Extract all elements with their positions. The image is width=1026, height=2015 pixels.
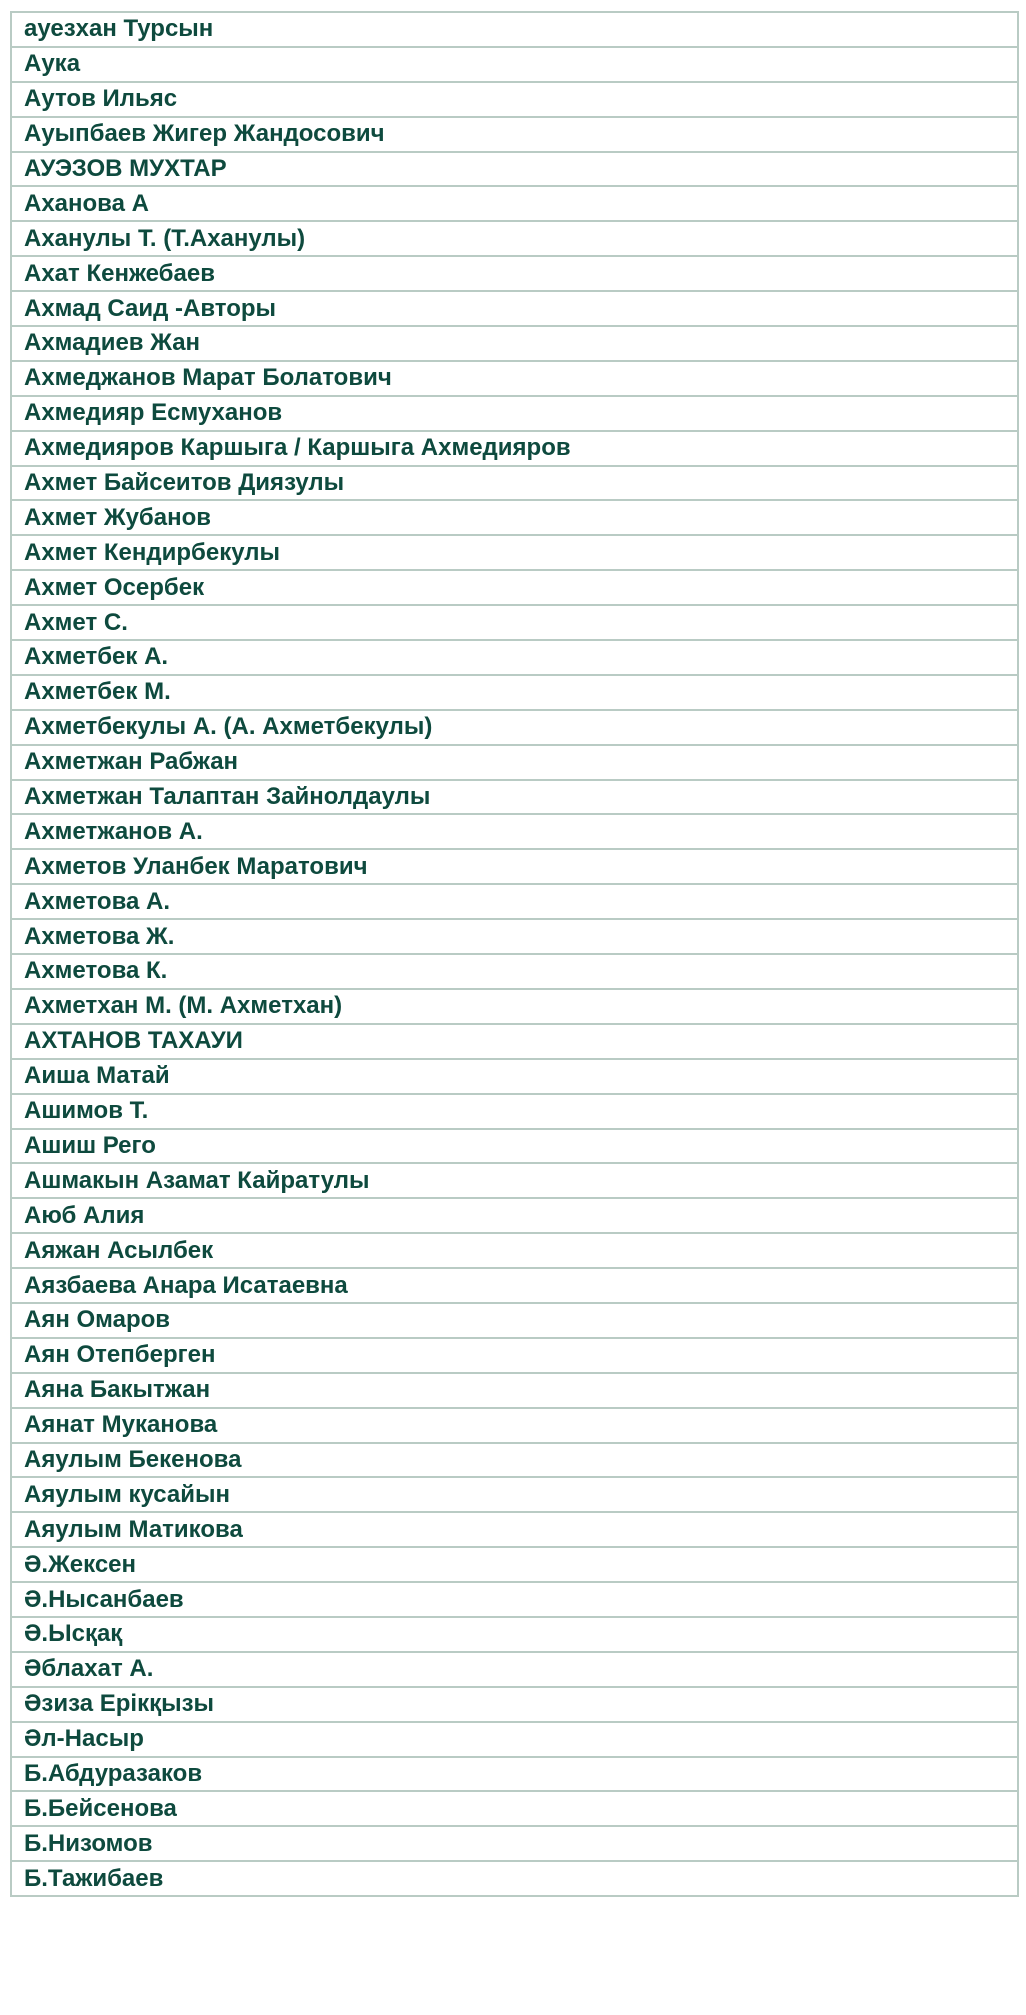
author-name: Ахметова К. [24,957,168,985]
list-item [12,501,1017,536]
list-item [12,257,1017,292]
author-name: Ахат Кенжебаев [24,259,215,287]
list-item [12,1409,1017,1444]
list-item [12,153,1017,188]
author-name: Ахметбекулы А. (А. Ахметбекулы) [24,713,433,741]
list-item [12,571,1017,606]
author-name: Аханова А [24,189,149,217]
author-name: Әзиза Ерікқызы [24,1690,215,1718]
list-item [12,536,1017,571]
author-name: Ә.Ысқақ [24,1620,123,1648]
author-name: Ахметхан М. (М. Ахметхан) [24,992,343,1020]
list-item [12,1130,1017,1165]
list-item [12,1339,1017,1374]
author-name: Аутов Ильяс [24,85,178,113]
author-name: Б.Тажибаев [24,1864,164,1892]
list-item [12,1304,1017,1339]
author-name: Аханулы Т. (Т.Аханулы) [24,224,306,252]
author-name: Ахмет Жубанов [24,503,212,531]
list-item [12,1164,1017,1199]
author-name: Аян Отепберген [24,1341,216,1369]
author-name: Ахмадиев Жан [24,329,201,357]
author-name: Ахмедияр Есмуханов [24,399,283,427]
author-name: Аяжан Асылбек [24,1236,214,1264]
author-name: Ахмеджанов Марат Болатович [24,364,392,392]
list-item [12,13,1017,48]
author-name: Аяулым кусайын [24,1480,231,1508]
list-item [12,118,1017,153]
author-name: Ахметжан Талаптан Зайнолдаулы [24,783,431,811]
author-name: Әл-Насыр [24,1725,144,1753]
list-item [12,1758,1017,1793]
list-item [12,1444,1017,1479]
list-item [12,467,1017,502]
list-item [12,1025,1017,1060]
list-item [12,746,1017,781]
list-item [12,781,1017,816]
author-name: Әблахат А. [24,1655,154,1683]
list-item [12,1723,1017,1758]
list-item [12,850,1017,885]
author-name: Ахметова Ж. [24,922,175,950]
author-name: ауезхан Турсын [24,15,214,43]
list-item [12,955,1017,990]
author-name: АУЭЗОВ МУХТАР [24,155,227,182]
author-name: Ахметбек М. [24,678,171,706]
author-name: Аяулым Матикова [24,1515,243,1543]
list-item [12,362,1017,397]
list-item [12,1583,1017,1618]
list-item [12,711,1017,746]
author-name: Ахметбек А. [24,643,169,671]
list-item [12,1688,1017,1723]
author-name: Аянат Муканова [24,1411,218,1439]
list-item [12,327,1017,362]
author-name: Б.Абдуразаков [24,1759,203,1787]
author-name: Аяулым Бекенова [24,1445,242,1473]
author-name: Ашимов Т. [24,1097,149,1125]
list-item [12,920,1017,955]
list-item [12,1653,1017,1688]
author-name: Ауыпбаев Жигер Жандосович [24,120,385,148]
author-name: Б.Низомов [24,1829,153,1857]
list-item [12,606,1017,641]
author-name: Аиша Матай [24,1062,170,1090]
list-item [12,1199,1017,1234]
list-item [12,222,1017,257]
list-item [12,1234,1017,1269]
author-name: АХТАНОВ ТАХАУИ [24,1027,243,1055]
list-item [12,1269,1017,1304]
author-name: Ә.Нысанбаев [24,1585,184,1613]
list-item [12,1827,1017,1862]
list-item [12,1862,1017,1897]
author-name: Ашмакын Азамат Кайратулы [24,1166,370,1194]
list-item [12,48,1017,83]
author-list [10,11,1019,1897]
list-item [12,1513,1017,1548]
list-item [12,1548,1017,1583]
author-name: Аюб Алия [24,1201,145,1229]
list-item [12,397,1017,432]
list-item [12,432,1017,467]
list-item [12,885,1017,920]
list-item [12,1060,1017,1095]
list-item [12,1095,1017,1130]
author-name: Ахмедияров Каршыга / Каршыга Ахмедияров [24,434,571,462]
author-name: Ахметжанов А. [24,817,203,845]
author-name: Б.Бейсенова [24,1794,177,1822]
author-name: Аяна Бакытжан [24,1376,211,1404]
author-name: Ашиш Рего [24,1131,156,1159]
author-name: Ахмет Байсеитов Диязулы [24,469,345,497]
list-item [12,292,1017,327]
list-item [12,815,1017,850]
list-item [12,1374,1017,1409]
list-item [12,990,1017,1025]
author-name: Аязбаева Анара Исатаевна [24,1271,348,1299]
author-name: Ахметов Уланбек Маратович [24,852,368,880]
list-item [12,187,1017,222]
author-name: Ахмет С. [24,608,128,636]
list-item [12,641,1017,676]
list-item [12,1618,1017,1653]
list-item [12,1792,1017,1827]
author-name: Ахмет Осербек [24,573,205,601]
author-name: Ахмад Саид -Авторы [24,294,277,322]
author-name: Ахметова А. [24,887,171,915]
author-name: Аян Омаров [24,1306,171,1334]
author-name: Ә.Жексен [24,1550,137,1578]
author-name: Ахмет Кендирбекулы [24,538,280,566]
author-name: Аука [24,50,81,78]
list-item [12,676,1017,711]
list-item [12,1478,1017,1513]
author-name: Ахметжан Рабжан [24,748,239,776]
list-item [12,83,1017,118]
